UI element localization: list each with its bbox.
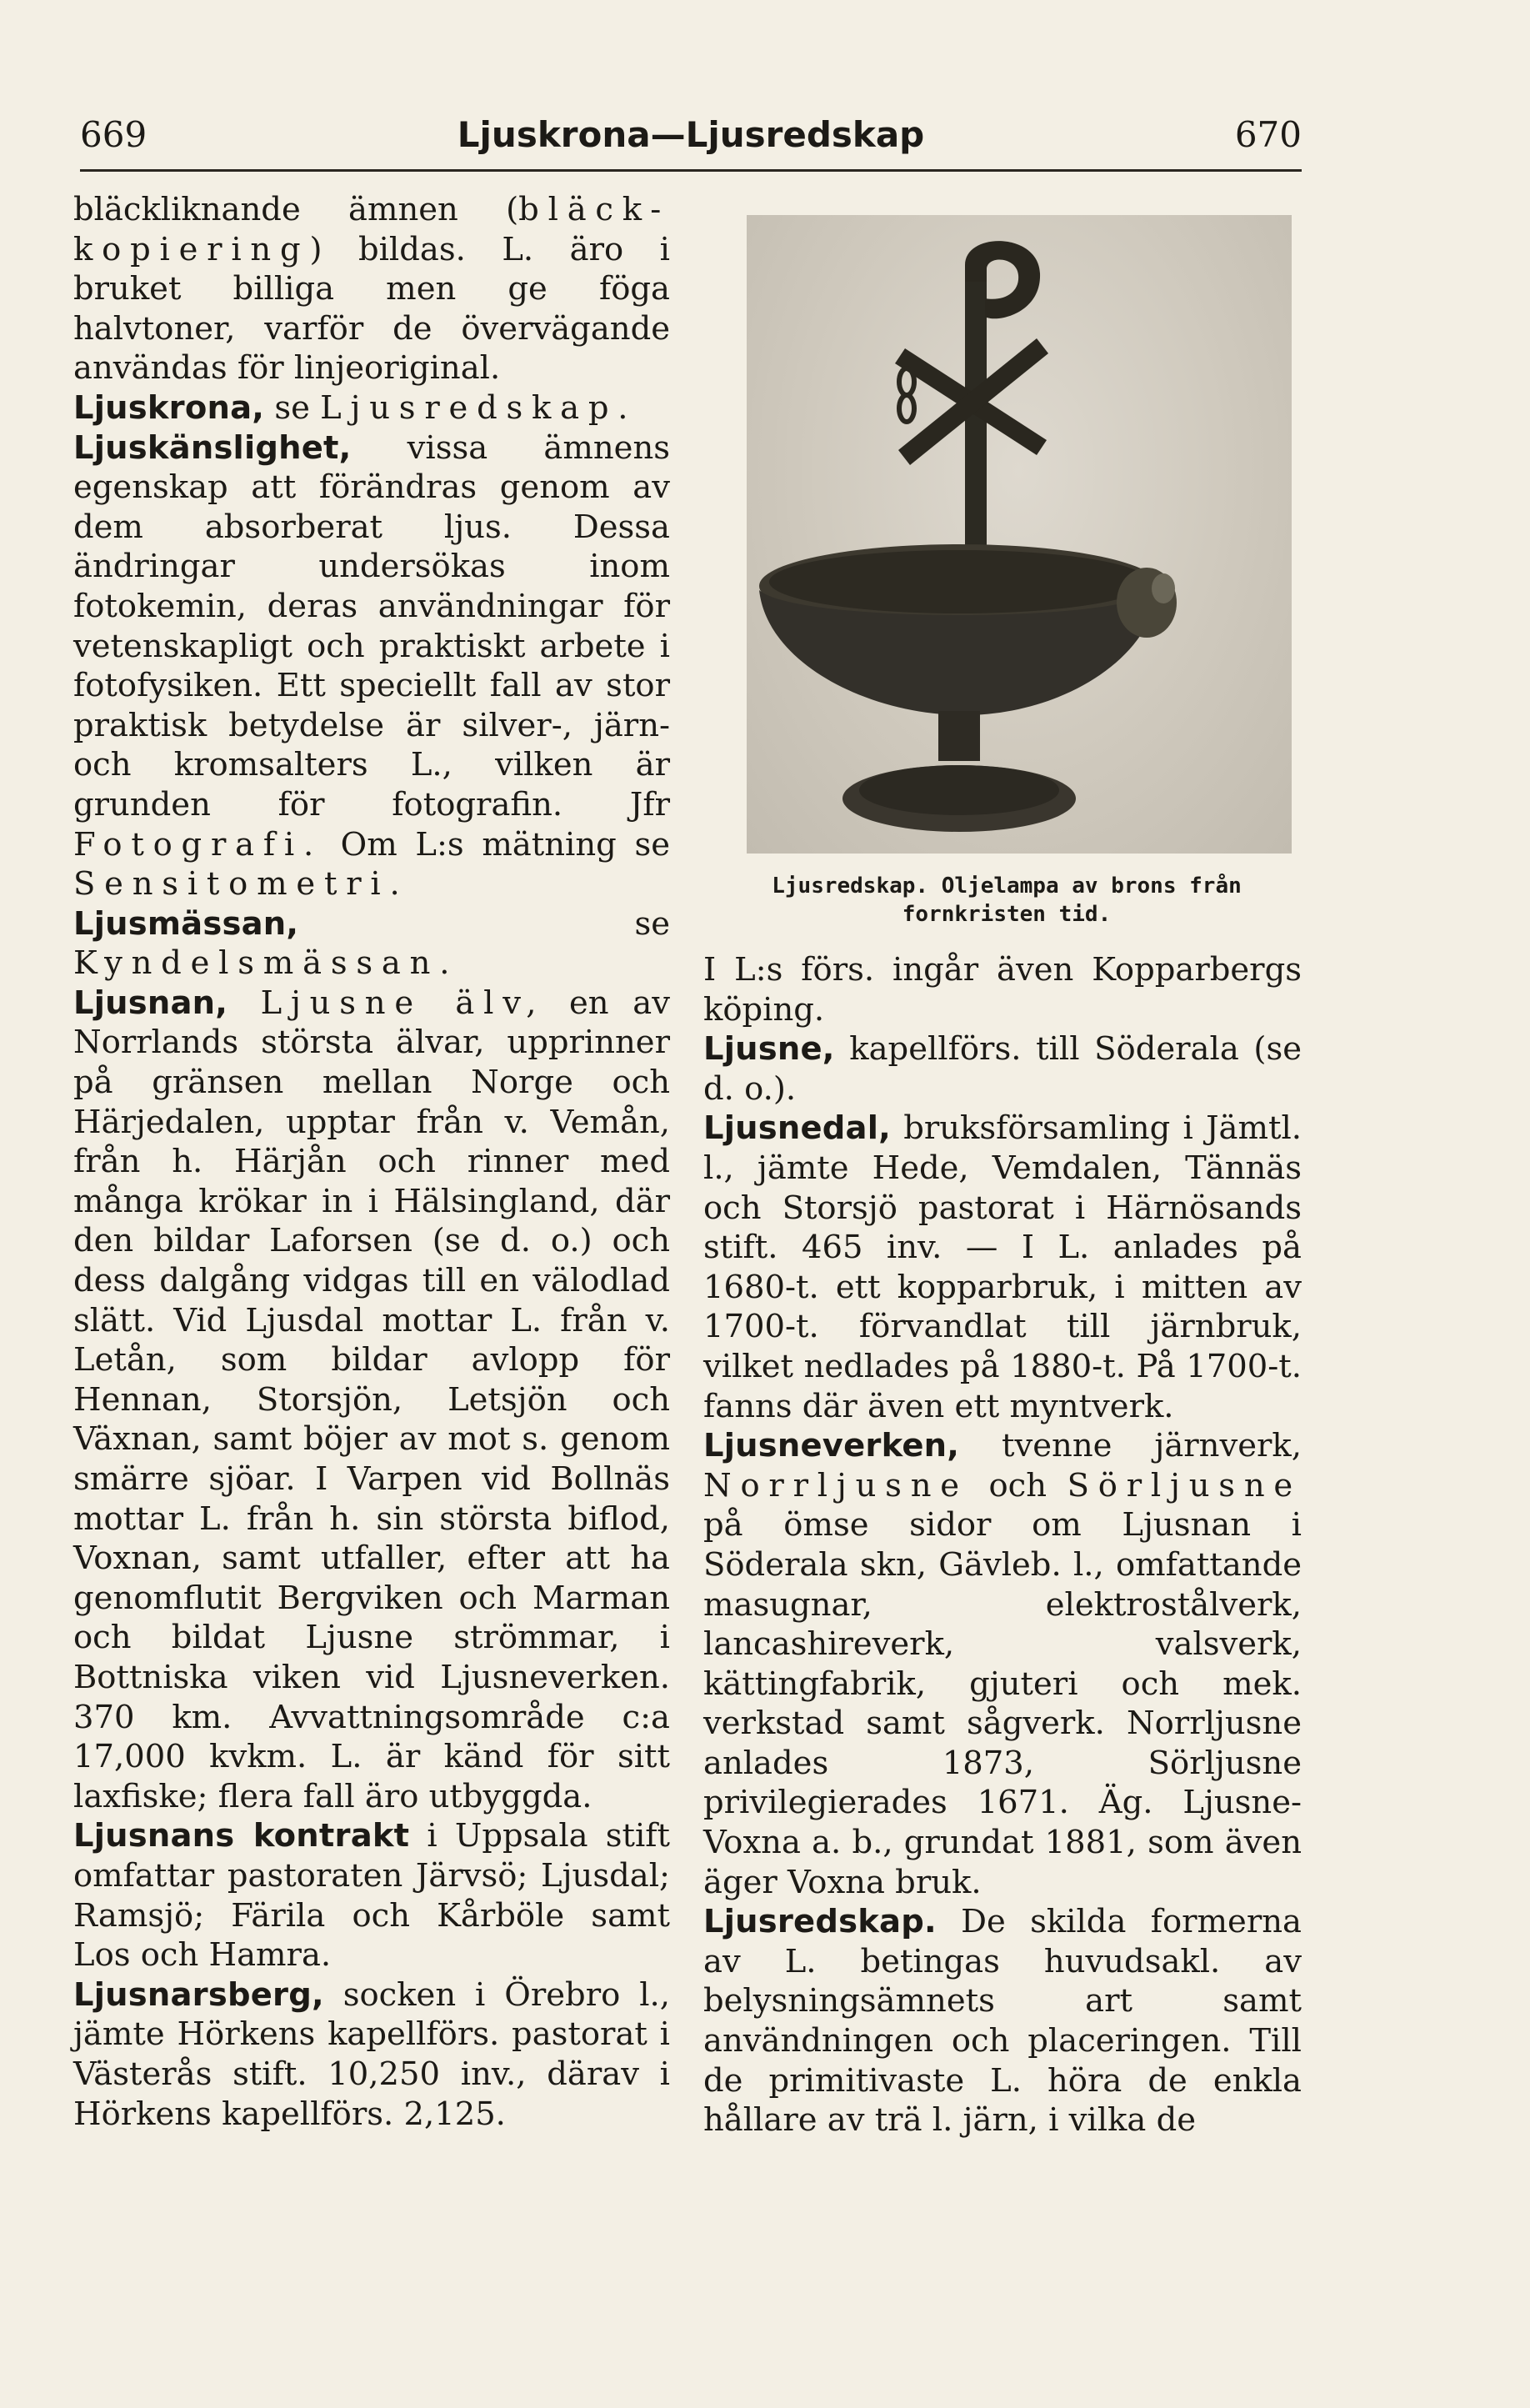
entry-ljuskrona: Ljuskrona, se Ljusredskap. (73, 388, 638, 427)
cross-reference: Kyndelsmässan. (73, 944, 459, 983)
cross-reference: Sensitometri. (73, 865, 409, 904)
running-head: Ljuskrona—Ljusredskap (457, 114, 925, 155)
headword: Ljusmässan, (73, 904, 299, 943)
entry-ljusredskap: Ljusredskap. De skilda formerna av L. betingas huvudsakl. av belysningsämnets art samt användningen och placeringen. Till de primitivaste L. höra de enkla hållare av trä l. järn, i vilka de (703, 1903, 1302, 2140)
headword: Ljusnan, (73, 984, 228, 1022)
entry-ljusneverken: Ljusneverken, tvenne järnverk, Norrljusne och Sörljusne på ömse sidor om Ljusnan i Söderala skn, Gävleb. l., omfattande masugnar, elektrostålverk, lancashireverk, valsverk, kättingfabrik, gjuteri och mek. verkstad samt sågverk. Norrljusne anlades 1873, Sörljusne privilegierades 1671. Äg. Ljusne-Voxna a. b., grundat 1881, som även äger Voxna bruk. (703, 1427, 1302, 1901)
lamp-photograph (747, 215, 1292, 854)
figure-caption: Ljusredskap. Oljelampa av brons från fornkristen tid. (772, 874, 1242, 927)
lamp-stem (938, 711, 980, 761)
headword: Ljusnarsberg, (73, 1975, 324, 2014)
entry-ljusnan: Ljusnan, Ljusne älv, en av Norrlands största älvar, upprinner på gränsen mellan Norge och Härjedalen, upptar från v. Vemån, från h. Härjån och rinner med många krökar in i Hälsingland, där den bildar Laforsen (se d. o.) och dess dalgång vidgas till en välodlad slätt. Vid Ljusdal mottar L. från v. Letån, som bildar avlopp för Hennan, Storsjön, Letsjön och Växnan, samt böjer av mot s. genom smärre sjöar. I Varpen vid Bollnäs mottar L. från h. sin största biflod, Voxnan, samt utfaller, efter att ha genomflutit Bergviken och Marman och bildat Ljusne strömmar, i Bottniska viken vid Ljusneverken. 370 km. Avvattningsområde c:a 17,000 kvkm. L. är känd för sitt laxfiske; flera fall äro utbyggda. (73, 984, 670, 1815)
oil-lamp-image (747, 215, 1292, 854)
headword: Ljuskänslighet, (73, 428, 352, 467)
entry-continuation: bläckliknande ämnen (bläck-kopiering) bildas. L. äro i bruket billiga men ge föga halvtoner, varför de övervägande användas för linjeoriginal. (73, 191, 670, 388)
entry-ljusmassan: Ljusmässan, se Kyndelsmässan. (73, 904, 670, 983)
page-number-left: 669 (80, 114, 148, 155)
left-column (73, 190, 670, 2134)
cross-reference: Ljusredskap. (320, 388, 638, 427)
cross-reference: Fotografi. (73, 825, 323, 864)
headword: Ljusredskap. (703, 1903, 937, 1941)
page-number-right: 670 (1234, 114, 1302, 155)
headword: Ljusnans kontrakt (73, 1817, 410, 1855)
entry-ljusnedal: Ljusnedal, bruksförsamling i Jämtl. l., jämte Hede, Vemdalen, Tännäs och Storsjö pastorat i Härnösands stift. 465 inv. — I L. anlades på 1680-t. ett kopparbruk, i mitten av 1700-t. förvandlat till järnbruk, vilket nedlades på 1880-t. På 1700-t. fanns där även ett myntverk. (703, 1109, 1302, 1425)
entry-ljusnans-kontrakt: Ljusnans kontrakt i Uppsala stift omfattar pastoraten Järvsö; Ljusdal; Ramsjö; Färila och Kårböle samt Los och Hamra. (73, 1817, 670, 1975)
cross-reference: Norrljusne (703, 1466, 968, 1504)
entry-ljuskanslighet: Ljuskänslighet, vissa ämnens egenskap att förändras genom av dem absorberat ljus. Dessa ändringar undersökas inom fotokemin, deras användningar för vetenskapligt och praktiskt arbete i fotofysiken. Ett speciellt fall av stor praktisk betydelse är silver-, järn- och kromsalters L., vilken är grunden för fotografin. Jfr Fotografi. Om L:s mätning se Sensitometri. (73, 428, 670, 904)
headword: Ljusne, (703, 1030, 835, 1069)
headword: Ljuskrona, (73, 388, 265, 427)
header-rule (80, 169, 1302, 172)
right-column (703, 950, 1302, 2140)
page-header (80, 113, 1302, 165)
cross-reference: Sörljusne (1067, 1466, 1302, 1504)
entry-ljusnarsberg: Ljusnarsberg, socken i Örebro l., jämte Hörkens kapellförs. pastorat i Västerås stift. 10,250 inv., därav i Hörkens kapellförs. 2,125. (73, 1975, 670, 2133)
entry-ljusne: Ljusne, kapellförs. till Söderala (se d. o.). (703, 1030, 1302, 1108)
headword: Ljusnedal, (703, 1109, 891, 1148)
headword: Ljusneverken, (703, 1427, 960, 1465)
entry-continuation-right: I L:s förs. ingår även Kopparbergs köping. (703, 951, 1302, 1029)
